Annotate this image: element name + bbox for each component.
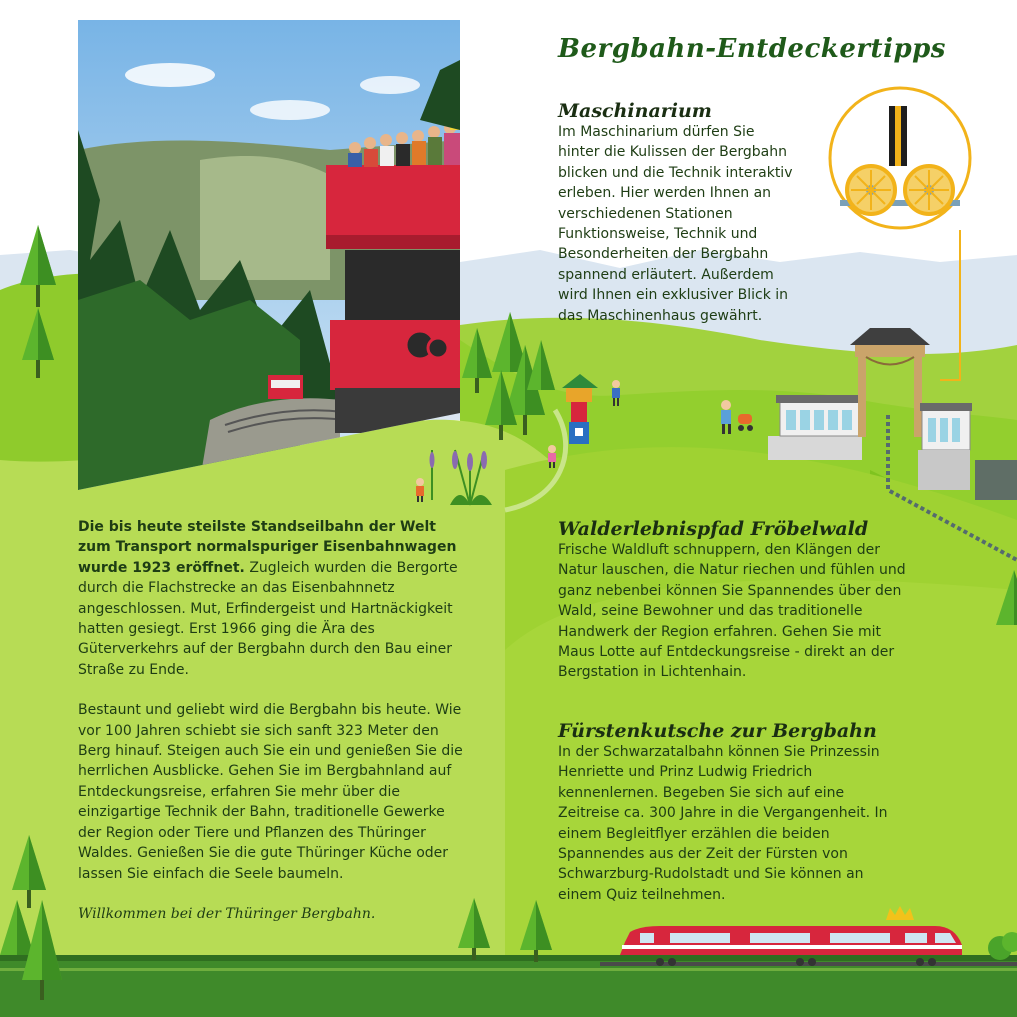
intro-lead: Die bis heute steilste Standseilbahn der Welt zum Transport normalspuriger Eisenbahnwagen wurde 1923 eröffnet. xyxy=(78,519,457,576)
tip-text: In der Schwarzatalbahn können Sie Prinzessin Henriette und Prinz Ludwig Friedrich kennenlernen. Begeben Sie sich auf eine Zeitreise ca. 300 Jahre in die Vergangenheit. In einem Begleitflyer erzählen die beiden Spannendes aus der Zeit der Fürsten von Schwarzburg-Rudolstadt und Sie können an einem Quiz teilnehmen. xyxy=(558,744,888,903)
tip-title: Maschinarium xyxy=(558,100,712,122)
intro-paragraph-1 xyxy=(78,517,463,680)
tip-title: Fürstenkutsche zur Bergbahn xyxy=(558,720,877,742)
tip-fuerstenkutsche xyxy=(558,720,928,905)
intro-lead-rest: Zugleich wurden die Bergorte durch die Flachstrecke an das Eisenbahnnetz angeschlossen. Mut, Erfindergeist und Hartnäckigkeit hatten gesiegt. Erst 1966 ging die Ära des Güterverkehrs auf der Bergbahn durch den Bau einer Straße zu Ende. xyxy=(78,559,458,678)
intro-paragraph-2: Bestaunt und geliebt wird die Bergbahn bis heute. Wie vor 100 Jahren schiebt sie sich sanft 323 Meter den Berg hinauf. Steigen auch Sie ein und genießen Sie die herrlichen Ausblicke. Gehen Sie im Bergbahnland auf Entdeckungsreise, erfahren Sie mehr über die einzigartige Technik der Bahn, traditionelle Gewerke der Region oder Tiere und Pflanzen des Thüringer Waldes. Genießen Sie die gute Thüringer Küche oder lassen Sie einfach die Seele baumeln. xyxy=(78,702,463,882)
tip-maschinarium xyxy=(558,100,928,326)
main-title: Bergbahn-Entdeckertipps xyxy=(558,34,946,64)
tip-walderlebnispfad xyxy=(558,518,938,683)
intro-closing: Willkommen bei der Thüringer Bergbahn. xyxy=(78,905,376,922)
tip-text xyxy=(558,122,798,326)
tip-text-body: Im Maschinarium dürfen Sie hinter die Kulissen der Bergbahn blicken und die Technik interaktiv erleben. Hier werden Ihnen an verschiedenen Stationen Funktionsweise, Technik und Besonderheiten der Bergbahn spannend erläutert. Außerdem wird Ihnen ein exklusiver Blick in das Maschinenhaus gewährt. xyxy=(558,124,793,324)
tip-title: Walderlebnispfad Fröbelwald xyxy=(558,518,869,540)
tip-text: Frische Waldluft schnuppern, den Klängen der Natur lauschen, die Natur riechen und fühlen und ganz nebenbei können Sie Spannendes über den Wald, seine Bewohner und das traditionelle Handwerk der Region erfahren. Gehen Sie mit Maus Lotte auf Entdeckungsreise - direkt an der Bergstation in Lichtenhain. xyxy=(558,542,906,681)
intro-text xyxy=(78,517,463,924)
